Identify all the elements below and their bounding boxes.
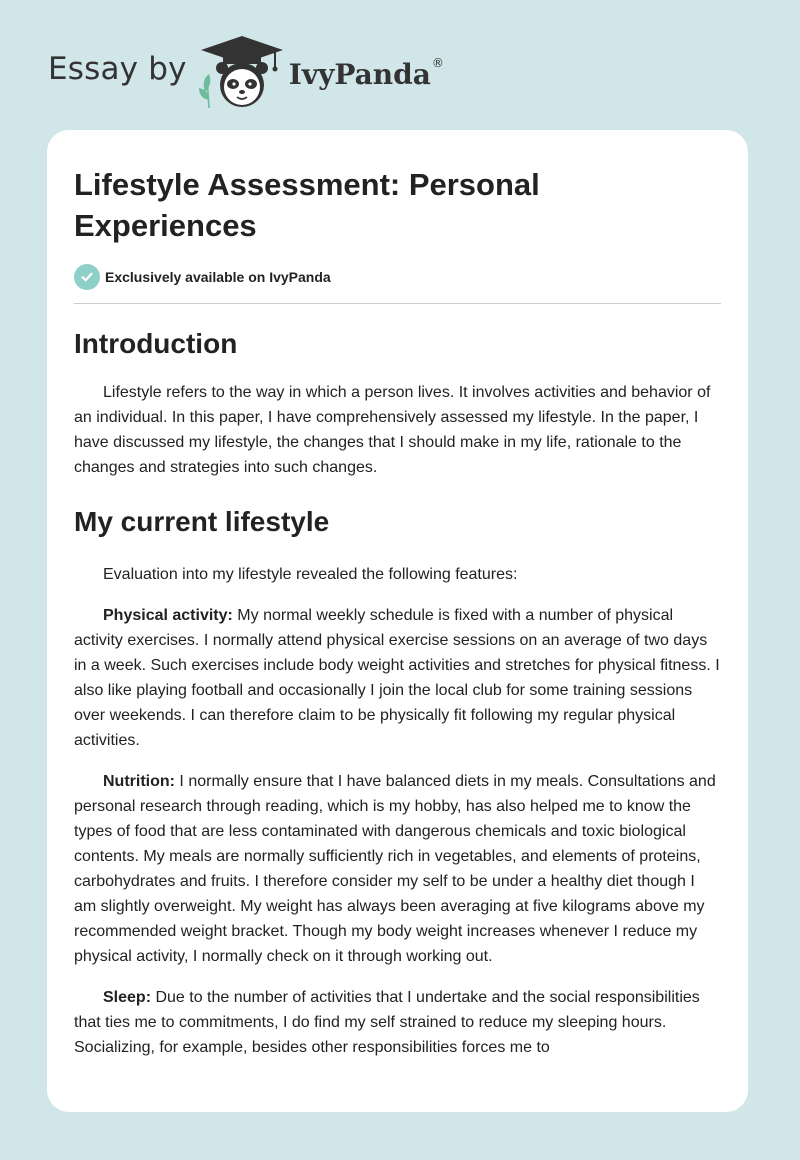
essay-card <box>47 130 748 1112</box>
exclusive-label: Exclusively available on IvyPanda <box>105 269 331 285</box>
essay-content <box>47 130 748 1060</box>
site-header <box>48 34 444 110</box>
panda-graduate-logo-icon[interactable] <box>197 34 287 110</box>
introduction-heading: Introduction <box>74 328 238 359</box>
nutrition-text: I normally ensure that I have balanced diets in my meals. Consultations and personal research through reading, which is my hobby, has also helped me to know the types of food that are less contaminated with dangerous chemicals and toxic biological contents. My meals are normally sufficiently rich in vegetables, and elements of proteins, carbohydrates and fruits. I therefore consider my self to be under a healthy diet though I am slightly overweight. My weight has always been averaging at five kilograms above my recommended weight bracket. Though my body weight increases whenever I reduce my physical activity, I normally check on it through working out. <box>74 773 716 965</box>
exclusive-badge <box>74 264 721 290</box>
evaluation-lead-paragraph: Evaluation into my lifestyle revealed the following features: <box>103 566 518 583</box>
brand-name[interactable]: IvyPanda <box>288 57 431 91</box>
sleep-paragraph <box>74 985 721 1060</box>
essay-title: Lifestyle Assessment: Personal Experiences <box>74 167 540 243</box>
check-circle-icon <box>74 264 100 290</box>
nutrition-paragraph <box>74 769 721 969</box>
sleep-label: Sleep: <box>103 989 152 1006</box>
physical-activity-text: My normal weekly schedule is fixed with a number of physical activity exercises. I normally attend physical exercise sessions on an average of two days in a week. Such exercises include body weight activities and stretches for physical fitness. I also like playing football and occasionally I join the local club for some training sessions over weekends. I can therefore claim to be physically fit following my regular physical activities. <box>74 607 720 749</box>
header-divider <box>74 303 721 304</box>
physical-activity-paragraph <box>74 603 721 753</box>
brand-prefix: Essay by <box>48 51 187 87</box>
brand-registered-mark: ® <box>431 56 444 70</box>
current-lifestyle-heading: My current lifestyle <box>74 506 330 537</box>
nutrition-label: Nutrition: <box>103 773 175 790</box>
physical-activity-label: Physical activity: <box>103 607 233 624</box>
introduction-paragraph: Lifestyle refers to the way in which a person lives. It involves activities and behavior of an individual. In this paper, I have comprehensively assessed my lifestyle. In the paper, I have discussed my lifestyle, the changes that I should make in my life, rationale to the changes and strategies into such changes. <box>74 384 711 476</box>
sleep-text: Due to the number of activities that I undertake and the social responsibilities that ties me to commitments, I do find my self strained to reduce my sleeping hours. Socializing, for example, besides other responsibilities forces me to <box>74 989 700 1056</box>
